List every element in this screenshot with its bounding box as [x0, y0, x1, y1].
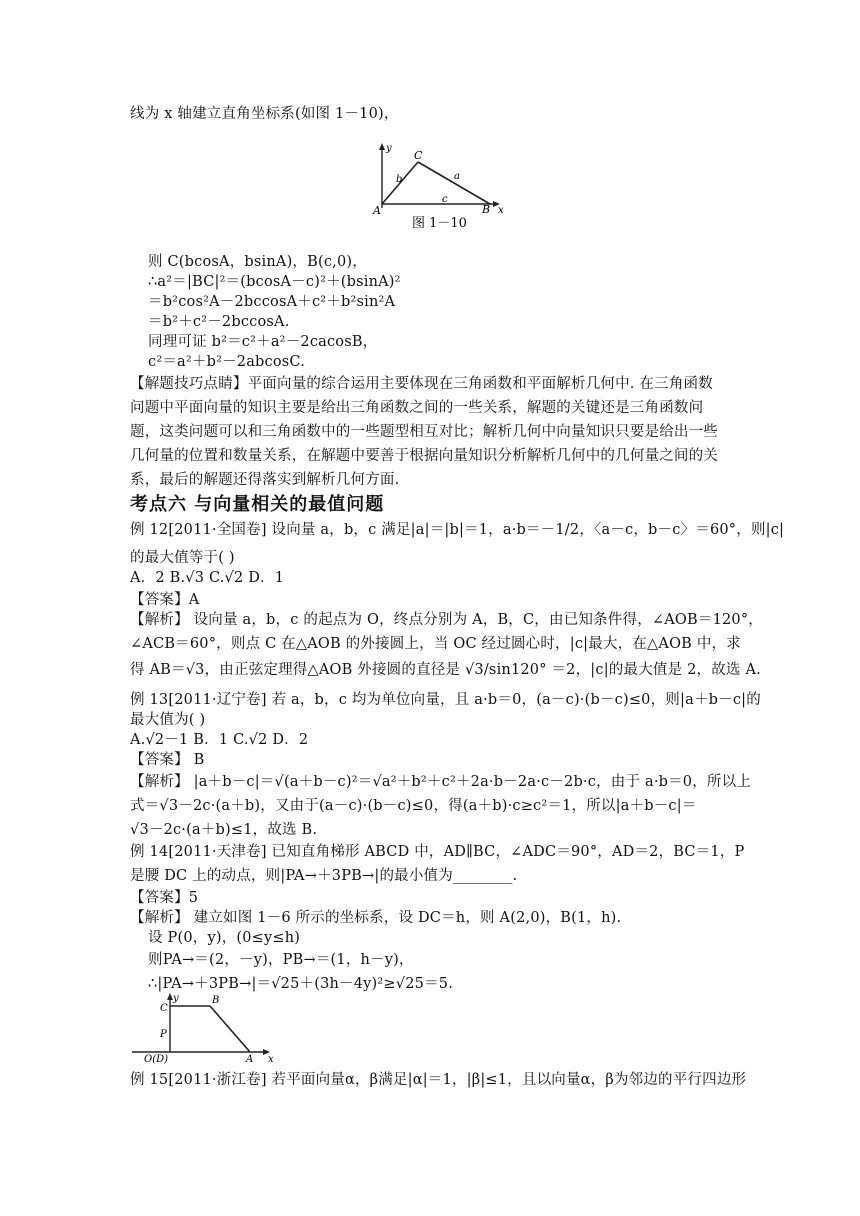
example-15-line: 例 15[2011·浙江卷] 若平面向量α，β满足|α|＝1，|β|≤1，且以向量α，β为邻边的平行四边形 — [130, 1072, 747, 1088]
text-line: 是腰 DC 上的动点，则|PA→＋3PB→|的最小值为________. — [130, 868, 518, 884]
options-line: A．2 B.√3 C.√2 D．1 — [130, 570, 285, 586]
analysis-line: ∴|PA→＋3PB→|＝√25＋(3h－4y)²≥√25＝5. — [148, 976, 453, 992]
text-line: 同理可证 b²＝c²＋a²－2cacosB， — [148, 334, 378, 350]
label-A: A — [246, 1054, 254, 1064]
example-12-line: 例 12[2011·全国卷] 设向量 a，b，c 满足|a|＝|b|＝1，a·b＝－1/2，〈a－c，b－c〉＝60°，则|c| — [130, 522, 785, 538]
label-B: B — [212, 995, 220, 1006]
label-x: x — [498, 205, 504, 216]
analysis-line: 得 AB＝√3，由正弦定理得△AOB 外接圆的直径是 √3/sin120° ＝2，|c|的最大值是 2，故选 A. — [130, 662, 761, 678]
triangle-diagram — [368, 140, 508, 232]
analysis-line: 设 P(0，y)，(0≤y≤h) — [148, 930, 301, 946]
label-O-D: O(D) — [144, 1054, 169, 1064]
label-B: B — [482, 203, 491, 216]
figure-1-10 — [368, 140, 508, 232]
answer-line: 【答案】5 — [130, 890, 199, 906]
options-line: A.√2－1 B．1 C.√2 D．2 — [130, 732, 309, 748]
analysis-line: 则PA→＝(2，－y)，PB→＝(1，h－y)， — [148, 952, 414, 968]
label-P: P — [160, 1029, 167, 1040]
figure-caption: 图 1－10 — [412, 216, 467, 231]
label-C: C — [160, 1003, 168, 1014]
tip-paragraph-line: 【解题技巧点睛】平面向量的综合运用主要体现在三角函数和平面解析几何中. 在三角函数 — [130, 376, 713, 392]
label-b: b — [396, 174, 403, 185]
y-axis-arrow — [379, 143, 385, 150]
label-y: y — [386, 143, 392, 154]
side-BA — [210, 1006, 250, 1052]
figure-trapezoid — [132, 992, 282, 1064]
tip-paragraph-line: 几何量的位置和数量关系，在解题中要善于根据向量知识分析解析几何中的几何量之间的关 — [130, 448, 718, 464]
analysis-line: √3－2c·(a＋b)≤1，故选 B. — [130, 822, 318, 838]
section-heading: 考点六 与向量相关的最值问题 — [130, 494, 385, 515]
example-13-line: 例 13[2011·辽宁卷] 若 a，b，c 均为单位向量，且 a·b＝0，(a－c)·(b－c)≤0，则|a＋b－c|的 — [130, 692, 761, 708]
tip-paragraph-line: 问题中平面向量的知识主要是给出三角函数之间的一些关系，解题的关键还是三角函数问 — [130, 400, 704, 416]
answer-line: 【答案】 B — [130, 752, 205, 768]
label-a: a — [454, 171, 460, 182]
text-line: 则 C(bcosA，bsinA)，B(c,0)， — [148, 254, 367, 270]
label-A: A — [373, 204, 381, 217]
example-14-line: 例 14[2011·天津卷] 已知直角梯形 ABCD 中，AD∥BC，∠ADC＝90°，AD＝2，BC＝1，P — [130, 844, 745, 860]
analysis-line: 【解析】 建立如图 1－6 所示的坐标系，设 DC＝h，则 A(2,0)，B(1，h). — [130, 910, 622, 926]
tip-paragraph-line: 系，最后的解题还得落实到解析几何方面. — [130, 472, 400, 488]
text-line: ＝b²＋c²－2bccosA. — [148, 314, 290, 330]
analysis-line: 式＝√3－2c·(a＋b)，又由于(a－c)·(b－c)≤0，得(a＋b)·c≥c²＝1，所以|a＋b－c|＝ — [130, 798, 697, 814]
text-line: 最大值为( ) — [130, 712, 206, 728]
analysis-line: 【解析】 设向量 a，b，c 的起点为 O，终点分别为 A，B，C，由已知条件得，∠AOB＝120°， — [130, 612, 763, 628]
label-x: x — [268, 1054, 274, 1064]
answer-line: 【答案】A — [130, 592, 200, 608]
tip-paragraph-line: 题，这类问题可以和三角函数中的一些题型相互对比；解析几何中向量知识只要是给出一些 — [130, 424, 718, 440]
text-line: ＝b²cos²A－2bccosA＋c²＋b²sin²A — [148, 294, 396, 310]
text-line: c²＝a²＋b²－2abcosC. — [148, 354, 306, 370]
analysis-line: 【解析】 |a＋b－c|＝√(a＋b－c)²＝√a²＋b²＋c²＋2a·b－2a·c－2b·c，由于 a·b＝0，所以上 — [130, 774, 752, 790]
text-line: ∴a²＝|BC|²＝(bcosA－c)²＋(bsinA)² — [148, 274, 401, 290]
text-line: 线为 x 轴建立直角坐标系(如图 1－10)， — [130, 106, 399, 122]
text-line: 的最大值等于( ) — [130, 550, 235, 566]
label-C: C — [414, 149, 423, 162]
analysis-line: ∠ACB＝60°，则点 C 在△AOB 的外接圆上，当 OC 经过圆心时，|c|最大，在△AOB 中，求 — [130, 636, 741, 652]
label-c: c — [442, 194, 448, 205]
label-y: y — [173, 993, 179, 1004]
side-a — [418, 162, 490, 204]
trapezoid-diagram — [132, 992, 282, 1064]
